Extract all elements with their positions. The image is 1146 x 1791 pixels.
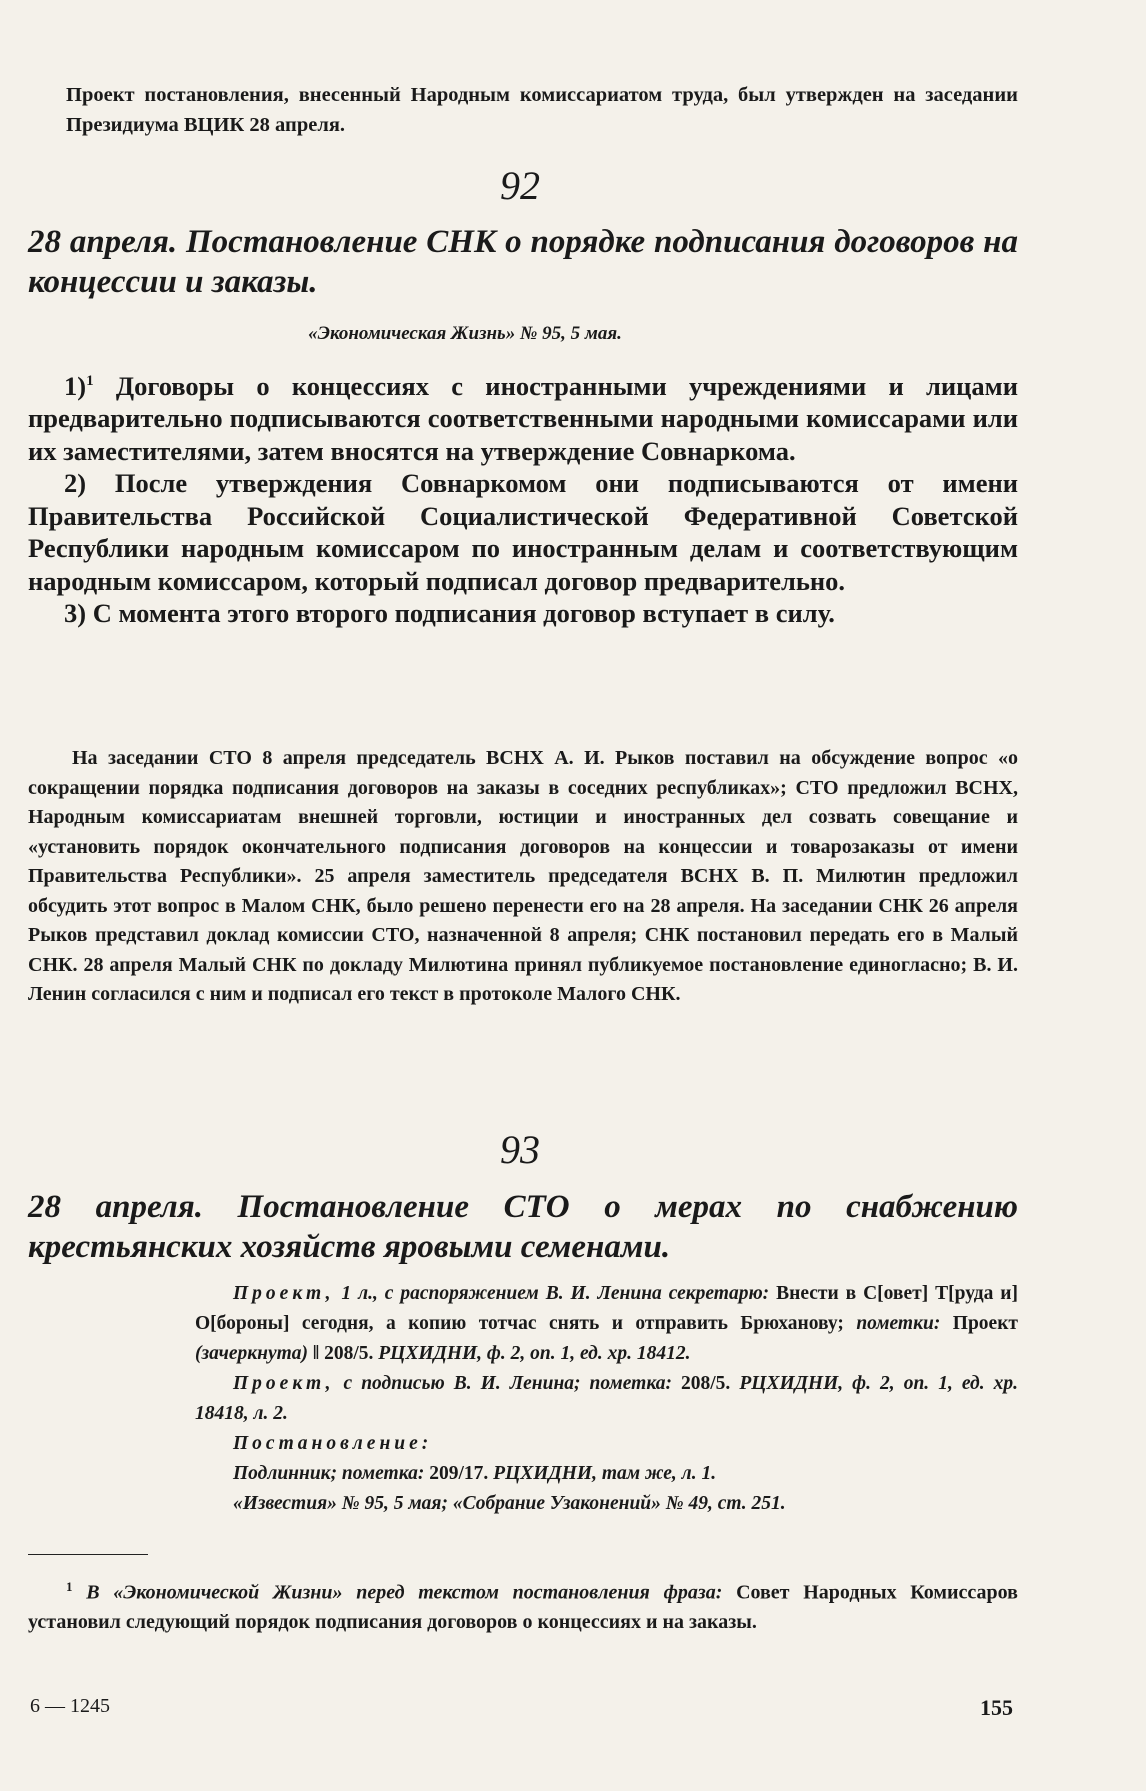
entry-label: Проект, [233,1283,335,1304]
footnote-intro: В «Экономической Жизни» перед текстом постановления фраза: [72,1581,737,1604]
decree-paragraph-3: 3) С момента этого второго подписания договор вступает в силу. [64,598,835,629]
decree-body-92 [28,365,1018,630]
comment-text: На заседании СТО 8 апреля председатель ВСНХ А. И. Рыков поставил на обсуждение вопрос «о сокращении порядка подписания договоров на заказы в соседних республиках»; СТО предложил ВСНХ, Народным комиссариатам внешней торговли, юстиции и иностранных дел созвать совещание и «установить порядок окончательного подписания договоров на концессии и товарозаказы от имени Правительства Республики». 25 апреля заместитель председателя ВСНХ В. П. Милютин предложил обсудить этот вопрос в Малом СНК, было решено перенести его на 28 апреля. На заседании СНК 26 апреля Рыков представил доклад комиссии СТО, назначенной 8 апреля; СНК постановил передать его в Малый СНК. 28 апреля Малый СНК по докладу Милютина принял публикуемое постановление единогласно; В. И. Ленин согласился с ним и подписал его текст в протоколе Малого СНК. [28,747,1018,1005]
document-number-93: 93 [500,1127,540,1172]
document-source-92: «Экономическая Жизнь» № 95, 5 мая. [308,323,622,344]
mark-text: Проект [952,1313,1019,1334]
decree-paragraph-1 [28,365,1018,467]
entry-label: Проект, [233,1373,335,1394]
footnote [28,1572,1018,1637]
footnote-marker: 1 [66,1579,73,1594]
lenin-instruction: Внести в С[овет] Т[руда и] О[бороны] сегодня, а копию тотчас снять и отправить Брюханову; [195,1283,1018,1334]
entry-desc: Подлинник; пометка: [233,1463,430,1484]
mark-number: ‖ 208/5. [308,1343,379,1364]
archive-reference: РЦХИДНИ, ф. 2, оп. 1, ед. хр. 18418, л. 2. [195,1373,1019,1424]
page-number: 155 [980,1695,1013,1720]
archival-notes-93 [195,1279,1018,1519]
paragraph-marker: 1) [64,370,87,401]
archival-entry-1 [195,1279,1018,1369]
footnote-divider [28,1554,148,1555]
decree-paragraph-2: 2) После утверждения Совнаркомом они подписываются от имени Правительства Российской Социалистической Федеративной Советской Республики народным комиссаром по иностранным делам и соответствующим народным комиссаром, который подписал договор предварительно. [28,468,1018,596]
mark-number: 209/17. [429,1463,494,1484]
entry-desc: 1 л., с распоряжением В. И. Ленина секретарю: [334,1283,777,1304]
document-title-92: 28 апреля. Постановление СНК о порядке подписания договоров на концессии и заказы. [28,224,1018,300]
printer-sheet-mark: 6 — 1245 [30,1695,110,1717]
archival-entry-4 [195,1459,1018,1489]
paragraph-text: Договоры о концессиях с иностранными учреждениями и лицами предварительно подписываются соответственными народными комиссарами или их заместителями, затем вносятся на утверждение Совнаркома. [28,370,1018,466]
document-number-92: 92 [500,163,540,208]
document-title-93: 28 апреля. Постановление СТО о мерах по снабжению крестьянских хозяйств яровыми семенами. [28,1189,1018,1265]
mark-crossed: (зачеркнута) [195,1343,309,1364]
footnote-text [28,1572,1018,1637]
archive-reference: РЦХИДНИ, там же, л. 1. [493,1463,717,1484]
editorial-comment-92 [28,744,1018,1010]
footnote-reference: 1 [86,373,94,389]
archive-reference: РЦХИДНИ, ф. 2, оп. 1, ед. хр. 18412. [378,1343,691,1364]
mark-label: пометки: [856,1313,953,1334]
entry-desc: с подписью В. И. Ленина; пометка: [334,1373,682,1394]
archival-entry-3 [195,1429,1018,1459]
mark-number: 208/5. [681,1373,740,1394]
intro-paragraph: Проект постановления, внесенный Народным комиссариатом труда, был утвержден на заседании Президиума ВЦИК 28 апреля. [66,84,1018,136]
entry-label: Постановление: [233,1433,433,1454]
footnote-body: Совет Народных Комиссаров установил следующий порядок подписания договоров о концессиях и на заказы. [28,1581,1018,1633]
archival-entry-5: «Известия» № 95, 5 мая; «Собрание Узаконений» № 49, ст. 251. [233,1493,786,1514]
archival-entry-2 [195,1369,1018,1429]
